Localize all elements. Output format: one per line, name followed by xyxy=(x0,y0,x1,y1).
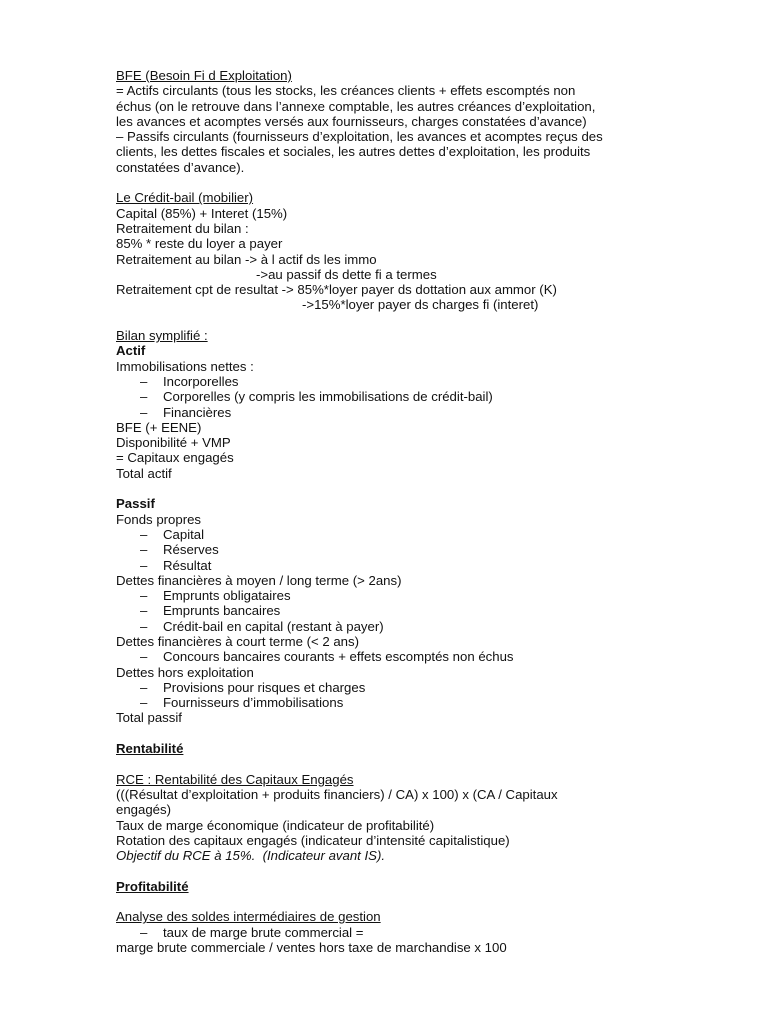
rce-heading: RCE : Rentabilité des Capitaux Engagés xyxy=(116,771,354,787)
actif-line: BFE (+ EENE) xyxy=(116,419,202,435)
actif-total: Total actif xyxy=(116,465,172,481)
list-item xyxy=(116,405,736,420)
dash-bullet: – xyxy=(140,542,148,558)
bfe-line: = Actifs circulants (tous les stocks, les créances clients + effets escomptés non xyxy=(116,83,576,99)
rentabilite-heading: Rentabilité xyxy=(116,741,184,757)
list-item-label: Crédit-bail en capital (restant à payer) xyxy=(163,618,384,634)
list-item xyxy=(116,603,736,618)
list-item xyxy=(116,649,736,664)
credit-bail-resultat-line: Retraitement cpt de resultat -> 85%*loyer payer ds dottation aux ammor (K) xyxy=(116,282,557,298)
list-item-label: Résultat xyxy=(163,557,212,573)
list-item xyxy=(116,680,736,695)
bfe-line: – Passifs circulants (fournisseurs d’exploitation, les avances et acomptes reçus des xyxy=(116,129,603,145)
passif-total: Total passif xyxy=(116,710,182,726)
marge-formula: marge brute commerciale / ventes hors taxe de marchandise x 100 xyxy=(116,939,507,955)
credit-bail-heading: Le Crédit-bail (mobilier) xyxy=(116,190,254,206)
immobilisations-label: Immobilisations nettes : xyxy=(116,358,254,374)
list-item xyxy=(116,925,736,940)
credit-bail-line: Retraitement du bilan : xyxy=(116,220,249,236)
list-item xyxy=(116,558,736,573)
list-item xyxy=(116,542,736,557)
actif-line: = Capitaux engagés xyxy=(116,450,234,466)
rentabilite-line: Taux de marge économique (indicateur de profitabilité) xyxy=(116,817,435,833)
profitabilite-heading: Profitabilité xyxy=(116,878,189,894)
dash-bullet: – xyxy=(140,618,148,634)
dash-bullet: – xyxy=(140,588,148,604)
list-item-label: Incorporelles xyxy=(163,373,239,389)
spacer xyxy=(116,894,736,909)
bfe-line: les avances et acomptes versés aux fournisseurs, charges constatées d’avance) xyxy=(116,113,587,129)
list-item xyxy=(116,389,736,404)
rentabilite-line: Rotation des capitaux engagés (indicateur d’intensité capitalistique) xyxy=(116,832,510,848)
dash-bullet: – xyxy=(140,649,148,665)
list-item xyxy=(116,619,736,634)
credit-bail-indent-line: ->15%*loyer payer ds charges fi (interet) xyxy=(302,297,539,313)
list-item-label: Capital xyxy=(163,526,205,542)
spacer xyxy=(116,863,736,878)
rce-formula: (((Résultat d’exploitation + produits financiers) / CA) x 100) x (CA / Capitaux xyxy=(116,786,558,802)
list-item xyxy=(116,588,736,603)
list-item-label: Provisions pour risques et charges xyxy=(163,679,366,695)
bfe-line: constatées d’avance). xyxy=(116,159,245,175)
bfe-line: clients, les dettes fiscales et sociales, les autres dettes d’exploitation, les produits xyxy=(116,144,591,160)
spacer xyxy=(116,481,736,496)
dash-bullet: – xyxy=(140,557,148,573)
dettes-mlt-label: Dettes financières à moyen / long terme (> 2ans) xyxy=(116,572,402,588)
dash-bullet: – xyxy=(140,404,148,420)
dash-bullet: – xyxy=(140,373,148,389)
document-page xyxy=(116,68,736,955)
list-item xyxy=(116,374,736,389)
dash-bullet: – xyxy=(140,679,148,695)
actif-line: Disponibilité + VMP xyxy=(116,435,231,451)
dash-bullet: – xyxy=(140,924,148,940)
credit-bail-line: 85% * reste du loyer a payer xyxy=(116,236,283,252)
spacer xyxy=(116,726,736,741)
spacer xyxy=(116,756,736,771)
list-item-label: Concours bancaires courants + effets escomptés non échus xyxy=(163,649,514,665)
dash-bullet: – xyxy=(140,526,148,542)
list-item xyxy=(116,527,736,542)
spacer xyxy=(116,313,736,328)
dettes-ct-label: Dettes financières à court terme (< 2 ans) xyxy=(116,633,359,649)
list-item-label: Fournisseurs d’immobilisations xyxy=(163,695,344,711)
list-item-label: Emprunts obligataires xyxy=(163,588,291,604)
passif-title: Passif xyxy=(116,496,155,512)
rce-formula: engagés) xyxy=(116,802,171,818)
credit-bail-line: Capital (85%) + Interet (15%) xyxy=(116,205,288,221)
fonds-propres-label: Fonds propres xyxy=(116,511,202,527)
rce-objective: Objectif du RCE à 15%. (Indicateur avant IS). xyxy=(116,848,386,864)
list-item-label: Emprunts bancaires xyxy=(163,603,281,619)
dash-bullet: – xyxy=(140,389,148,405)
list-item-label: Réserves xyxy=(163,542,219,558)
credit-bail-line: Retraitement au bilan -> à l actif ds les immo xyxy=(116,251,377,267)
list-item-label: Corporelles (y compris les immobilisations de crédit-bail) xyxy=(163,389,493,405)
bilan-heading: Bilan symplifié : xyxy=(116,328,208,344)
dettes-he-label: Dettes hors exploitation xyxy=(116,664,254,680)
dash-bullet: – xyxy=(140,695,148,711)
list-item xyxy=(116,695,736,710)
spacer xyxy=(116,175,736,190)
list-item-label: taux de marge brute commercial = xyxy=(163,924,364,940)
actif-title: Actif xyxy=(116,343,146,359)
bfe-heading: BFE (Besoin Fi d Exploitation) xyxy=(116,68,292,83)
credit-bail-indent-line: ->au passif ds dette fi a termes xyxy=(256,266,437,282)
sig-heading: Analyse des soldes intermédiaires de gestion xyxy=(116,909,381,925)
list-item-label: Financières xyxy=(163,404,232,420)
bfe-line: échus (on le retrouve dans l’annexe comptable, les autres créances d’exploitation, xyxy=(116,98,596,114)
dash-bullet: – xyxy=(140,603,148,619)
